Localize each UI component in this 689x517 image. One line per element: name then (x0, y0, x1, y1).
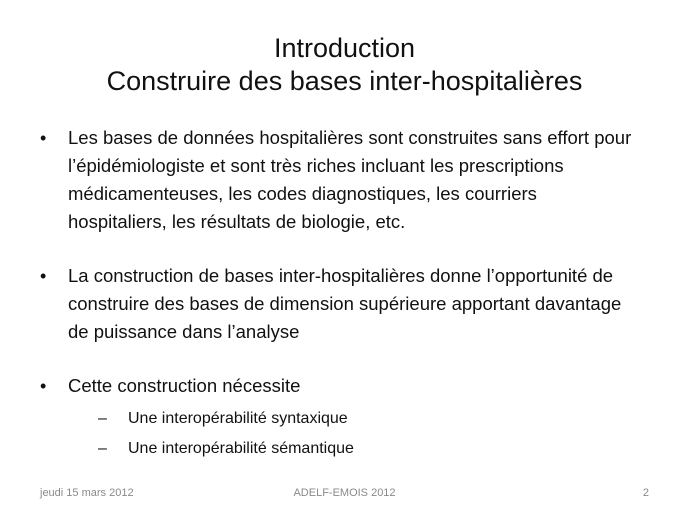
bullet-marker: • (40, 266, 47, 286)
bullet-marker: • (40, 376, 47, 396)
bullet-marker: • (40, 128, 47, 148)
bullet-item-1 (40, 124, 640, 236)
bullet-text: La construction de bases inter-hospitalières donne l’opportunité de construire des bases de dimension supérieure apportant davantage de puissance dans l’analyse (68, 265, 622, 342)
sub-bullet-item-1 (98, 404, 640, 434)
bullet-text: Cette construction nécessite (68, 375, 301, 396)
bullet-text: Les bases de données hospitalières sont construites sans effort pour l’épidémiologiste et sont très riches incluant les prescriptions médicamenteuses, les codes diagnostiques, les courriers hospitaliers, les résultats de biologie, etc. (68, 127, 632, 232)
sub-bullet-text: Une interopérabilité sémantique (128, 440, 354, 457)
slide-title-line-2: Construire des bases inter-hospitalières (106, 66, 583, 96)
bullet-item-3 (40, 372, 640, 400)
slide-title (0, 32, 689, 98)
sub-bullet-list (98, 404, 640, 464)
footer-page-number: 2 (642, 487, 649, 499)
footer-event: ADELF-EMOIS 2012 (293, 487, 396, 499)
sub-bullet-marker: – (98, 440, 107, 457)
sub-bullet-text: Une interopérabilité syntaxique (128, 410, 348, 427)
sub-bullet-marker: – (98, 410, 107, 427)
sub-bullet-item-2 (98, 434, 640, 464)
slide-title-line-1: Introduction (273, 33, 416, 63)
footer-date: jeudi 15 mars 2012 (40, 487, 134, 499)
bullet-list (40, 124, 640, 464)
bullet-item-2 (40, 262, 640, 346)
